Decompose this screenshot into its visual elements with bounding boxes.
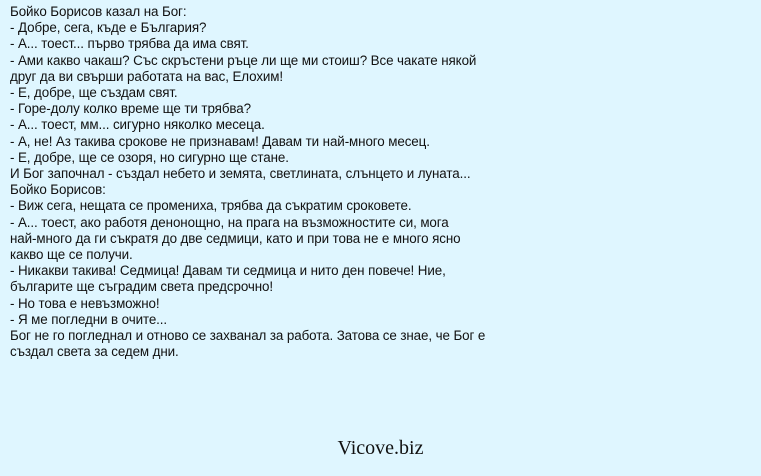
joke-text <box>10 4 750 360</box>
joke-line: какво ще се получи. <box>10 247 133 263</box>
joke-line: - Ами какво чакаш? Със скръстени ръце ли ще ми стоиш? Все чакате някой <box>10 52 477 68</box>
joke-line: създал света за седем дни. <box>10 344 179 360</box>
joke-line: Бог не го погледнал и отново се захванал за работа. Затова се знае, че Бог е <box>10 328 486 344</box>
joke-line: - Е, добре, ще създам свят. <box>10 85 178 101</box>
joke-line: И Бог започнал - създал небето и земята, светлината, слънцето и луната... <box>10 166 471 182</box>
joke-line: - Е, добре, ще се озоря, но сигурно ще стане. <box>10 149 289 165</box>
joke-line: - А... тоест, ако работя денонощно, на прага на възможностите си, мога <box>10 214 449 230</box>
joke-line: - Никакви такива! Седмица! Давам ти седмица и нито ден повече! Ние, <box>10 263 446 279</box>
joke-line: най-много да ги съкратя до две седмици, като и при това не е много ясно <box>10 230 461 246</box>
joke-line: Бойко Борисов: <box>10 182 106 198</box>
joke-line: - А... тоест, мм... сигурно няколко месеца. <box>10 117 265 133</box>
joke-line: българите ще съградим света предсрочно! <box>10 279 274 295</box>
site-watermark: Vicove.biz <box>337 437 424 459</box>
joke-line: - А, не! Аз такива срокове не признавам! Давам ти най-много месец. <box>10 133 430 149</box>
joke-line: - А... тоест... първо трябва да има свят. <box>10 36 249 52</box>
joke-line: друг да ви свърши работата на вас, Елохим! <box>10 68 284 84</box>
joke-line: - Горе-долу колко време ще ти трябва? <box>10 101 251 117</box>
joke-line: - Я ме погледни в очите... <box>10 311 168 327</box>
joke-line: Бойко Борисов казал на Бог: <box>10 4 187 19</box>
joke-line: - Но това е невъзможно! <box>10 295 160 311</box>
joke-line: - Добре, сега, къде е България? <box>10 20 207 36</box>
joke-line: - Виж сега, нещата се промениха, трябва да съкратим сроковете. <box>10 198 412 214</box>
